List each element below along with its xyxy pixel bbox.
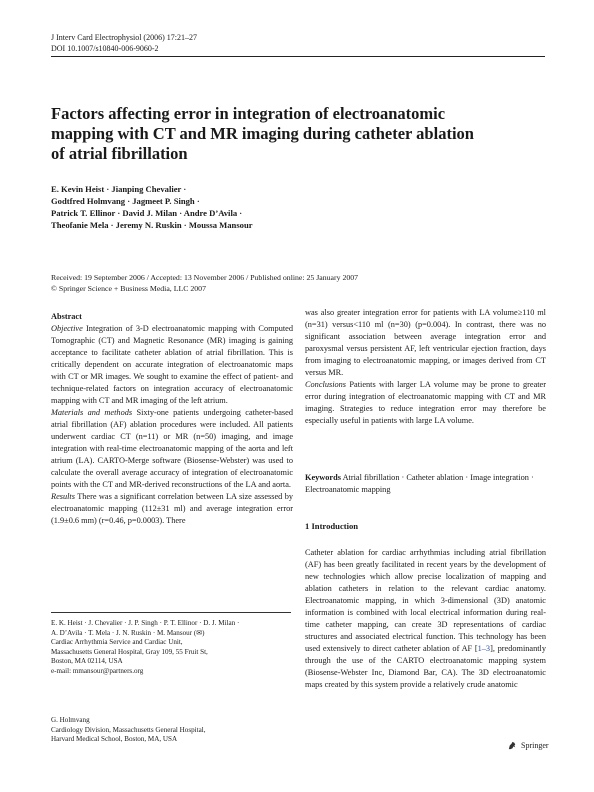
- section-heading: 1 Introduction: [305, 521, 359, 531]
- results-label: Results: [51, 492, 75, 501]
- affiliation-footnote: [51, 619, 291, 677]
- introduction-text: [305, 547, 546, 691]
- journal-citation: J Interv Card Electrophysiol (2006) 17:21–27: [51, 33, 197, 42]
- footnote-line: Harvard Medical School, Boston, MA, USA: [51, 735, 178, 744]
- copyright-line: © Springer Science + Business Media, LLC 2007: [51, 284, 206, 293]
- publisher-name: Springer: [521, 741, 549, 750]
- objective-label: Objective: [51, 324, 83, 333]
- footnote-line: Massachusetts General Hospital, Gray 109, 55 Fruit St,: [51, 647, 208, 656]
- springer-horse-icon: [507, 740, 518, 751]
- email-line[interactable]: e-mail: mmansour@partners.org: [51, 666, 144, 675]
- intro-text-a: Catheter ablation for cardiac arrhythmias including atrial fibrillation (AF) has been greatly facilitated in recent years by the development of new technologies which allow precise localization of mapping and ablation catheters in relation to the relevant cardiac anatomy. Electroanatomic mapping, in which 3-dimensional (3D) anatomic information is combined with local electrical information during real-time catheter mapping, can create 3D representations of cardiac structures and associated electrical function. This technology has been used extensively to direct catheter ablation of AF [: [305, 548, 546, 653]
- author-line: Godtfred Holmvang · Jagmeet P. Singh ·: [51, 196, 200, 206]
- footnote-line: Cardiology Division, Massachusetts General Hospital,: [51, 725, 206, 734]
- intro-text-b: ], predominantly through the use of the CARTO electroanatomic mapping system (Biosense-Webster Inc, Diamond Bar, CA). The 3D electroanatomic maps created by this system provide a relatively crude anatomic: [305, 644, 546, 689]
- author-line: Patrick T. Ellinor · David J. Milan · Andre D’Avila ·: [51, 208, 243, 218]
- footnote-line: A. D’Avila · T. Mela · J. N. Ruskin · M. Mansour (✉): [51, 628, 205, 637]
- footnote-line: Boston, MA 02114, USA: [51, 657, 123, 666]
- footnote-line: E. K. Heist · J. Chevalier · J. P. Singh · P. T. Ellinor · D. J. Milan ·: [51, 619, 240, 627]
- header-rule: [51, 56, 545, 57]
- author-line: Theofanie Mela · Jeremy N. Ruskin · Moussa Mansour: [51, 220, 253, 230]
- objective-text: Integration of 3-D electroanatomic mapping with Computed Tomographic (CT) and Magnetic Resonance (MR) imaging is gaining acceptance to facilitate catheter ablation of atrial fibrillation. This is critically dependent on accurate integration of electroanatomic maps with CT or MR images. We sought to examine the effect of patient- and technique-related factors on integration accuracy of electroanatomic mapping with CT and MR imaging of the left atrium.: [51, 324, 293, 405]
- abstract-heading: Abstract: [51, 312, 82, 321]
- results-continued: was also greater integration error for patients with LA volume≥110 ml (n=31) versus<110 ml (n=30) (p=0.004). In contrast, there was no significant association between average integration error and paroxysmal versus persistent AF, left ventricular ejection fraction, days from imaging to electroanatomic mapping, or images derived from CT versus MR.: [305, 308, 546, 377]
- methods-label: Materials and methods: [51, 408, 133, 417]
- author-list: [51, 183, 351, 231]
- footnote-line: G. Holmvang: [51, 716, 90, 724]
- abstract-conclusions: [305, 379, 546, 427]
- keywords-text: Atrial fibrillation · Catheter ablation · Image integration · Electroanatomic mapping: [305, 473, 534, 494]
- article-title: Factors affecting error in integration of electroanatomic mapping with CT and MR imaging during catheter ablation of atrial fibrillation: [51, 104, 474, 163]
- abstract-objective: [51, 323, 293, 407]
- affiliation-footnote-2: [51, 716, 291, 745]
- journal-header: [51, 32, 197, 54]
- citation-link[interactable]: 1–3: [477, 644, 491, 653]
- footnote-line: Cardiac Arrhythmia Service and Cardiac Unit,: [51, 638, 183, 647]
- keywords-label: Keywords: [305, 473, 341, 482]
- abstract-right-column: [305, 307, 546, 427]
- results-text: There was a significant correlation between LA size assessed by electroanatomic mapping (112±31 ml) and average integration error (1.9±0.6 mm) (r=0.46, p=0.0003). There: [51, 492, 293, 525]
- received-line: Received: 19 September 2006 / Accepted: 13 November 2006 / Published online: 25 January 2007: [51, 273, 359, 282]
- abstract-results: [51, 491, 293, 527]
- keywords: [305, 472, 546, 496]
- abstract-methods: [51, 407, 293, 491]
- conclusions-text: Patients with larger LA volume may be prone to greater error during integration of electroanatomic mapping with CT and MR imaging. Strategies to reduce integration error may therefore be especially useful in patients with large LA volume.: [305, 380, 546, 425]
- methods-text: Sixty-one patients undergoing catheter-based atrial fibrillation (AF) ablation procedures were included. All patients underwent cardiac CT (n=11) or MR (n=50) imaging, and image integration with real-time electroanatomic mapping of the aorta and left atrium (LA). CARTO-Merge software (Biosense-Webster) was used to calculate the overall average accuracy of integration of electroanatomic points with the CT and MR-derived reconstructions of the LA and aorta.: [51, 408, 293, 489]
- publisher-logo: [507, 740, 549, 751]
- author-line: E. Kevin Heist · Jianping Chevalier ·: [51, 184, 187, 194]
- publication-dates: [51, 272, 511, 294]
- conclusions-label: Conclusions: [305, 380, 347, 389]
- footnote-rule: [51, 612, 291, 613]
- abstract-left-column: [51, 311, 293, 527]
- doi: DOI 10.1007/s10840-006-9060-2: [51, 44, 159, 53]
